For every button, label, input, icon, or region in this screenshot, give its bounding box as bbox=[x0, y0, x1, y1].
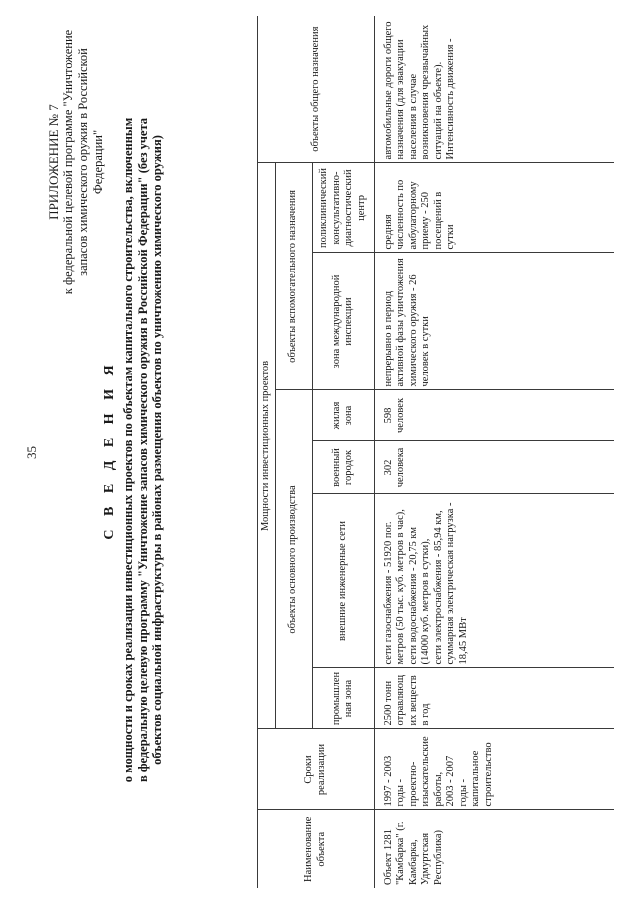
header-auxiliary: объекты вспомогательного назначения bbox=[275, 163, 312, 390]
header-industrial-zone: промышленная зона bbox=[312, 668, 374, 729]
document-heading bbox=[102, 115, 165, 785]
heading-title: С В Е Д Е Н И Я bbox=[102, 360, 117, 540]
cell-inspection-zone: непрерывно в период активной фазы уничтожения химического оружия - 26 человек в сутки bbox=[374, 253, 614, 390]
cell-military-town: 302 человека bbox=[374, 441, 614, 494]
header-main-production: объекты основного производства bbox=[275, 390, 312, 729]
appendix-text: к федеральной целевой программе "Уничтожение запасов химического оружия в Российской Федерации" bbox=[61, 29, 105, 295]
cell-industrial-zone: 2500 тонн отравляющих веществ в год bbox=[374, 668, 614, 729]
cell-timeline: 1997 - 2003 годы - проектно-изыскательские работы, 2003 - 2007 годы - капитальное строительство bbox=[374, 729, 614, 810]
cell-external-networks: сети газоснабжения - 51920 пог. метров (50 тыс. куб. метров в час), сети водоснабжения - 20,75 км (14000 куб. метров в сутки), сети электроснабжения - 85,94 км, суммарная электрическая нагрузка - 18,45 МВт bbox=[374, 494, 614, 668]
cell-general: автомобильные дороги общего назначения (для эвакуации населения в случае возникновения чрезвычайных ситуаций на объекте). Интенсивность движения - bbox=[374, 16, 614, 163]
header-military-town: военный городок bbox=[312, 441, 374, 494]
header-general: объекты общего назначения bbox=[258, 16, 375, 163]
capacity-table bbox=[257, 16, 614, 888]
header-external-networks: внешние инженерные сети bbox=[312, 494, 374, 668]
appendix-block bbox=[46, 17, 106, 307]
cell-residential-zone: 598 человек bbox=[374, 390, 614, 441]
cell-object-name: Объект 1281 "Камбарка" (г. Камбарка, Удмуртская Республика) bbox=[374, 810, 614, 888]
header-object-name: Наименование объекта bbox=[258, 810, 375, 888]
header-clinic-center: поликлинический консультативно-диагностический центр bbox=[312, 163, 374, 253]
header-timeline: Сроки реализации bbox=[258, 729, 375, 810]
cell-clinic-center: средняя численность по амбулаторному приему - 250 посещений в сутки bbox=[374, 163, 614, 253]
table-row bbox=[374, 16, 614, 888]
appendix-title: ПРИЛОЖЕНИЕ № 7 bbox=[46, 104, 61, 220]
header-capacity: Мощности инвестиционных проектов bbox=[258, 163, 276, 729]
header-residential-zone: жилая зона bbox=[312, 390, 374, 441]
header-inspection-zone: зона международной инспекции bbox=[312, 253, 374, 390]
heading-subtitle: о мощности и сроках реализации инвестиционных проектов по объектам капитального строительства, включенным в федеральную целевую программу "Уничтожение запасов химического оружия в Российской Федерации" (без учета объектов социальной инфраструктуры в районах размещения объектов по уничтожению химического оружия) bbox=[121, 117, 165, 783]
page-number: 35 bbox=[24, 446, 39, 459]
